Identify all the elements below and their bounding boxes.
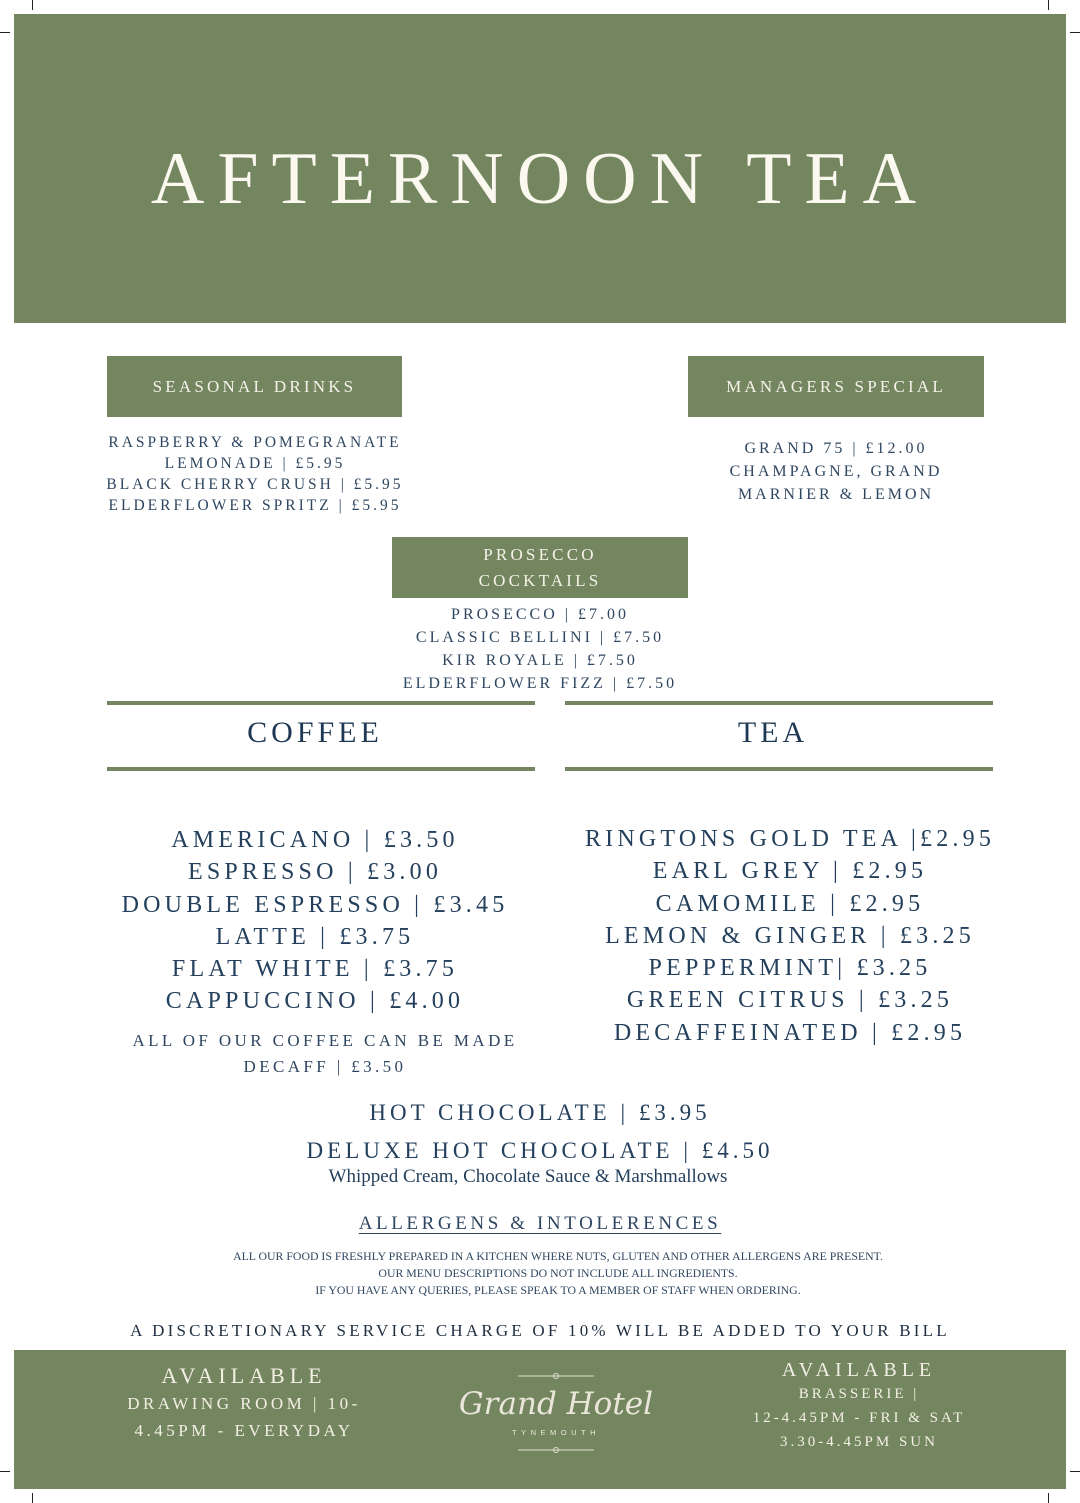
list-item: ELDERFLOWER FIZZ | £7.50 (402, 675, 678, 692)
allergens-heading-text: ALLERGENS & INTOLERENCES (358, 1213, 722, 1234)
list-item: PROSECCO | £7.00 (451, 606, 629, 623)
deluxe-hot-chocolate-item: DELUXE HOT CHOCOLATE | £4.50 (306, 1138, 774, 1163)
prosecco-cocktails-list (360, 603, 720, 695)
allergen-line: OUR MENU DESCRIPTIONS DO NOT INCLUDE ALL INGREDIENTS. (378, 1266, 738, 1280)
list-item: RASPBERRY & POMEGRANATE (108, 434, 402, 451)
grand-hotel-logo (446, 1364, 666, 1464)
coffee-top-rule (107, 701, 535, 705)
list-item: DOUBLE ESPRESSO | £3.45 (121, 891, 509, 918)
crop-mark (0, 32, 10, 33)
deluxe-hot-chocolate-description: Whipped Cream, Chocolate Sauce & Marshmallows (328, 1166, 728, 1187)
footer-right-availability (694, 1358, 1024, 1454)
crop-mark (32, 0, 33, 10)
list-item: PEPPERMINT| £3.25 (648, 955, 932, 982)
list-item: BLACK CHERRY CRUSH | £5.95 (106, 476, 404, 493)
decaff-note (90, 1028, 560, 1080)
list-item: ELDERFLOWER SPRITZ | £5.95 (108, 497, 402, 514)
list-item: GRAND 75 | £12.00 (744, 440, 928, 457)
logo-script-text: Grand Hotel (458, 1386, 654, 1422)
crop-mark (1048, 1493, 1049, 1503)
list-item: FLAT WHITE | £3.75 (171, 956, 459, 983)
allergen-line: IF YOU HAVE ANY QUERIES, PLEASE SPEAK TO A MEMBER OF STAFF WHEN ORDERING. (315, 1283, 801, 1297)
footer-banner (14, 1350, 1066, 1489)
footer-left-line: DRAWING ROOM | 10- (127, 1394, 361, 1413)
tea-bottom-rule (565, 767, 993, 771)
prosecco-cocktails-heading (392, 537, 688, 598)
footer-right-line: 12-4.45PM - FRI & SAT (752, 1410, 966, 1426)
list-item: CAPPUCCINO | £4.00 (165, 988, 465, 1015)
hero-banner (14, 14, 1066, 323)
managers-special-heading (688, 356, 984, 417)
seasonal-drinks-heading-text: SEASONAL DRINKS (152, 376, 357, 396)
hot-chocolate-item: HOT CHOCOLATE | £3.95 (369, 1100, 711, 1125)
footer-left-title: AVAILABLE (161, 1363, 327, 1388)
prosecco-heading-line: COCKTAILS (478, 570, 602, 590)
footer-right-line: 3.30-4.45PM SUN (780, 1434, 938, 1450)
allergen-line: ALL OUR FOOD IS FRESHLY PREPARED IN A KITCHEN WHERE NUTS, GLUTEN AND OTHER ALLERGENS ARE PRESENT. (233, 1249, 883, 1263)
list-item: RINGTONS GOLD TEA |£2.95 (584, 826, 996, 852)
list-item: AMERICANO | £3.50 (171, 827, 459, 853)
seasonal-drinks-heading (107, 356, 402, 417)
coffee-bottom-rule (107, 767, 535, 771)
page-title: AFTERNOON TEA (150, 138, 930, 220)
crop-mark (0, 1471, 10, 1472)
list-item: MARNIER & LEMON (737, 486, 935, 503)
crop-mark (1048, 0, 1049, 10)
footer-left-availability (74, 1362, 414, 1444)
list-item: CLASSIC BELLINI | £7.50 (415, 629, 665, 646)
list-item: EARL GREY | £2.95 (652, 858, 928, 885)
list-item: KIR ROYALE | £7.50 (442, 652, 638, 669)
decaff-note-line: DECAFF | £3.50 (243, 1057, 407, 1076)
seasonal-drinks-list (80, 432, 430, 516)
decaff-note-line: ALL OF OUR COFFEE CAN BE MADE (132, 1031, 518, 1050)
list-item: LEMON & GINGER | £3.25 (605, 922, 975, 949)
crop-mark (1070, 32, 1080, 33)
footer-right-title: AVAILABLE (781, 1359, 937, 1381)
tea-list (560, 823, 1020, 1049)
coffee-heading: COFFEE (247, 716, 383, 749)
service-charge-note: A DISCRETIONARY SERVICE CHARGE OF 10% WILL BE ADDED TO YOUR BILL (130, 1321, 950, 1340)
coffee-list (80, 824, 550, 1018)
footer-right-line: BRASSERIE | (798, 1386, 920, 1402)
list-item: GREEN CITRUS | £3.25 (626, 987, 954, 1014)
managers-special-heading-text: MANAGERS SPECIAL (726, 376, 946, 396)
crop-mark (1070, 1471, 1080, 1472)
footer-left-line: 4.45PM - EVERYDAY (134, 1421, 354, 1440)
prosecco-heading-line: PROSECCO (483, 544, 597, 564)
tea-top-rule (565, 701, 993, 705)
list-item: ESPRESSO | £3.00 (187, 859, 443, 886)
list-item: DECAFFEINATED | £2.95 (613, 1019, 967, 1046)
crop-mark (32, 1493, 33, 1503)
list-item: LATTE | £3.75 (215, 923, 415, 950)
list-item: CHAMPAGNE, GRAND (729, 463, 943, 480)
allergens-heading (240, 1213, 840, 1235)
managers-special-list (680, 437, 992, 506)
logo-sub-text: TYNEMOUTH (512, 1428, 600, 1437)
list-item: CAMOMILE | £2.95 (655, 890, 925, 917)
list-item: LEMONADE | £5.95 (164, 455, 346, 472)
tea-heading: TEA (737, 716, 809, 749)
allergens-text (140, 1248, 976, 1299)
